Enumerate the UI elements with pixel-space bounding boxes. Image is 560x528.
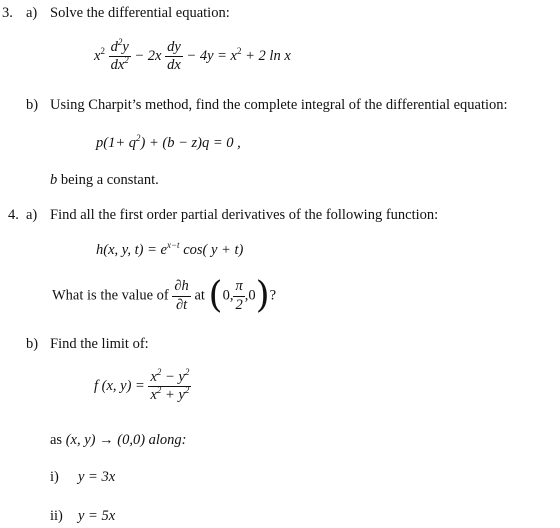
pi-over-2 <box>233 279 244 312</box>
q3b-note-text: being a constant. <box>57 172 159 188</box>
eq1-frac2-den: dx <box>167 57 181 74</box>
eq1-frac1-den-exp: 2 <box>124 55 129 66</box>
dh-den: ∂t <box>176 296 188 313</box>
point-a: 0, <box>222 287 234 304</box>
value-text: What is the value of <box>52 287 169 304</box>
item-ii-expr: y = 5x <box>78 508 116 524</box>
dh-dt-fraction <box>172 279 190 312</box>
q3a-equation <box>94 37 291 74</box>
eq1-frac1-y: y <box>122 39 129 55</box>
f-fraction <box>148 367 191 404</box>
eq1-x-exp: 2 <box>100 46 105 57</box>
dh-num: ∂h <box>172 279 190 296</box>
eq1-frac2-num: dy <box>165 40 183 57</box>
q4b-label: b) <box>26 336 39 352</box>
eq1-rest: − 4y = x <box>186 48 237 65</box>
f-num-y: − y <box>161 369 185 385</box>
q3b-equation <box>96 133 241 151</box>
q4a-function <box>96 240 244 258</box>
f-den-y-exp: 2 <box>184 385 190 396</box>
point-b: ,0 <box>244 287 256 304</box>
eq2-left-exp: 2 <box>136 133 141 143</box>
at-text: at <box>194 287 205 304</box>
eq2-right: ) + (b − z)q = 0 , <box>140 135 241 151</box>
q4a-label: a) <box>26 207 38 223</box>
eq1-frac1-den: dx <box>110 57 125 74</box>
h-rhs: cos( y + t) <box>179 242 244 258</box>
q3b-note-var: b <box>50 172 58 188</box>
item-i-label: i) <box>50 469 59 485</box>
q3a-text: Solve the differential equation: <box>50 5 230 21</box>
f-den-y: + y <box>161 387 185 404</box>
q4b-function <box>94 367 191 404</box>
question-mark: ? <box>269 287 277 304</box>
eq1-frac1 <box>109 37 131 74</box>
pi-num: π <box>233 279 244 296</box>
as-expr: (x, y) → (0,0) along: <box>65 432 187 448</box>
point-open-paren: ( <box>208 275 223 316</box>
eq1-frac1-d: d <box>110 39 118 55</box>
eq1-rest-exp: 2 <box>237 46 242 57</box>
eq2-left: p(1+ q <box>96 135 136 151</box>
item-ii-label: ii) <box>50 508 63 524</box>
eq1-x: x <box>94 48 101 65</box>
f-num-y-exp: 2 <box>184 367 190 377</box>
pi-den: 2 <box>235 296 243 313</box>
f-den-x-exp: 2 <box>156 385 162 396</box>
h-exp: x−t <box>166 240 180 250</box>
q3b-label: b) <box>26 97 39 113</box>
f-num-x-exp: 2 <box>156 367 162 377</box>
point-close-paren: ) <box>255 275 270 316</box>
as-text: as <box>50 432 63 448</box>
q4b-approach <box>50 433 187 448</box>
h-lhs: h(x, y, t) = e <box>96 242 167 258</box>
eq1-frac2 <box>165 40 183 73</box>
q4-number: 4. <box>8 207 19 223</box>
q3-number: 3. <box>2 5 13 21</box>
eq1-minus2x: − 2x <box>134 48 162 65</box>
f-lhs: f (x, y) = <box>94 378 145 395</box>
q3b-text: Using Charpit’s method, find the complete integral of the differential equation: <box>50 97 508 113</box>
item-i-expr: y = 3x <box>78 469 116 485</box>
q3a-label: a) <box>26 5 38 21</box>
q4a-text: Find all the first order partial derivatives of the following function: <box>50 207 439 223</box>
eq1-tail: + 2 ln x <box>245 48 291 65</box>
q4a-value-question <box>52 275 277 316</box>
eq1-frac1-exp: 2 <box>117 37 123 47</box>
q4b-text: Find the limit of: <box>50 336 149 352</box>
f-num-x: x <box>150 369 157 385</box>
q3b-note <box>50 173 159 188</box>
f-den-x: x <box>150 387 157 404</box>
